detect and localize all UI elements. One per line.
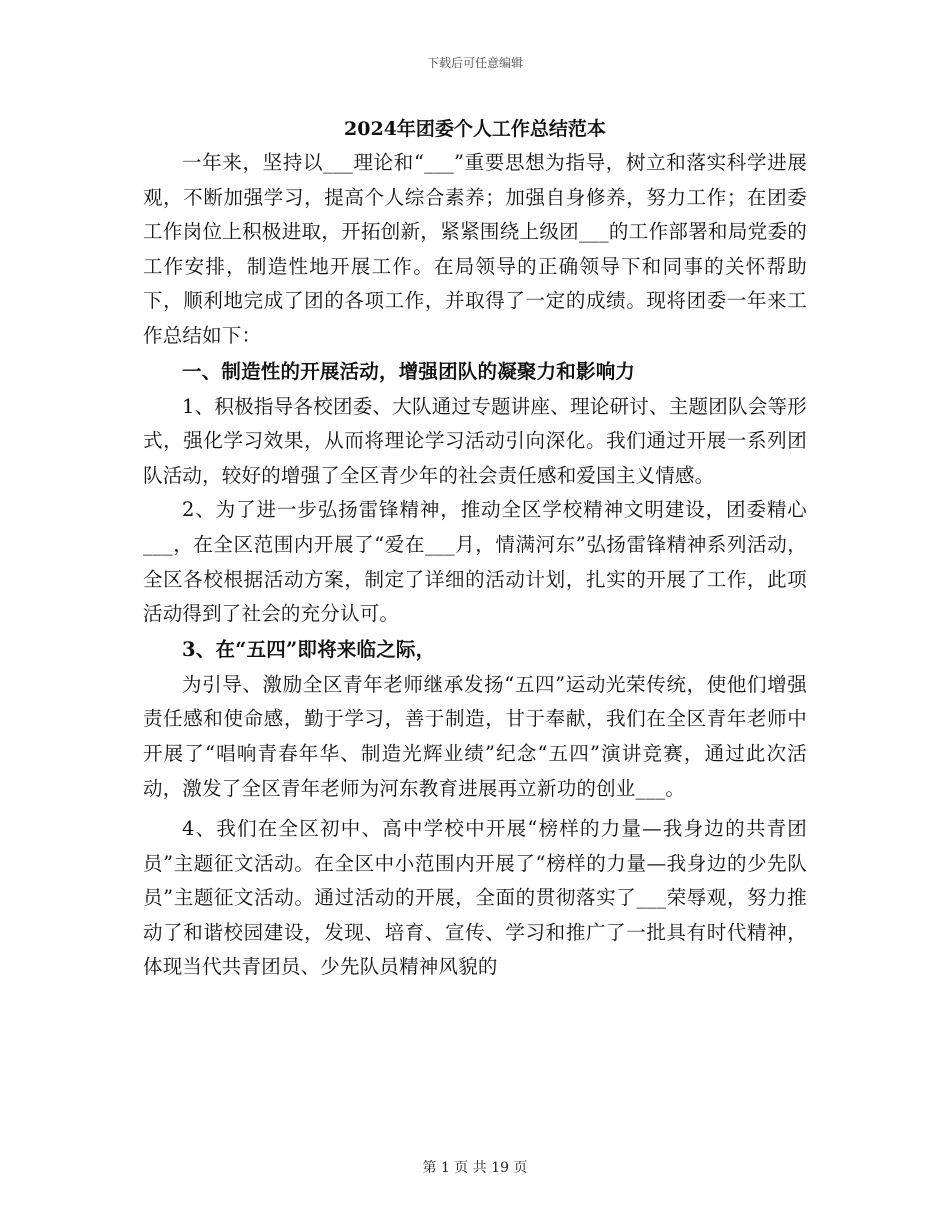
section-heading-1: 一、制造性的开展活动，增强团队的凝聚力和影响力 (182, 359, 636, 383)
intro-paragraph: 一年来，坚持以___理论和“___”重要思想为指导，树立和落实科学进展观，不断加强学习，提高个人综合素养；加强自身修养，努力工作；在团委工作岗位上积极进取，开拓创新，紧紧围绕上级团___的工作部署和局党委的工作安排，制造性地开展工作。在局领导的正确领导下和同事的关怀帮助下，顺利地完成了团的各项工作，并取得了一定的成绩。现将团委一年来工作总结如下： (143, 151, 807, 347)
item-3-paragraph: 为引导、激励全区青年老师继承发扬“五四”运动光荣传统，使他们增强责任感和使命感，勤于学习，善于制造，甘于奉献，我们在全区青年老师中开展了“唱响青春年华、制造光辉业绩”纪念“五四”演讲竞赛，通过此次活动，激发了全区青年老师为河东教育进展再立新功的创业___。 (143, 672, 807, 800)
document-body (143, 112, 807, 985)
header-note: 下载后可任意编辑 (426, 56, 523, 70)
page-indicator: 第 1 页 共 19 页 (422, 1160, 528, 1176)
document-title: 2024年团委个人工作总结范本 (344, 118, 606, 140)
item-2-paragraph: 2、为了进一步弘扬雷锋精神，推动全区学校精神文明建设，团委精心___，在全区范围内开展了“爱在___月，情满河东”弘扬雷锋精神系列活动，全区各校根据活动方案，制定了详细的活动计划，扎实的开展了工作，此项活动得到了社会的充分认可。 (143, 498, 807, 626)
item-1-paragraph: 1、积极指导各校团委、大队通过专题讲座、理论研讨、主题团队会等形式，强化学习效果，从而将理论学习活动引向深化。我们通过开展一系列团队活动，较好的增强了全区青少年的社会责任感和爱国主义情感。 (143, 394, 807, 487)
item-3-heading: 3、在“五四”即将来临之际， (182, 637, 436, 661)
item-4-paragraph: 4、我们在全区初中、高中学校中开展“榜样的力量—我身边的共青团员”主题征文活动。在全区中小范围内开展了“榜样的力量—我身边的少先队员”主题征文活动。通过活动的开展，全面的贯彻落实了___荣辱观，努力推动了和谐校园建设，发现、培育、宣传、学习和推广了一批具有时代精神，体现当代共青团员、少先队员精神风貌的 (143, 817, 807, 979)
